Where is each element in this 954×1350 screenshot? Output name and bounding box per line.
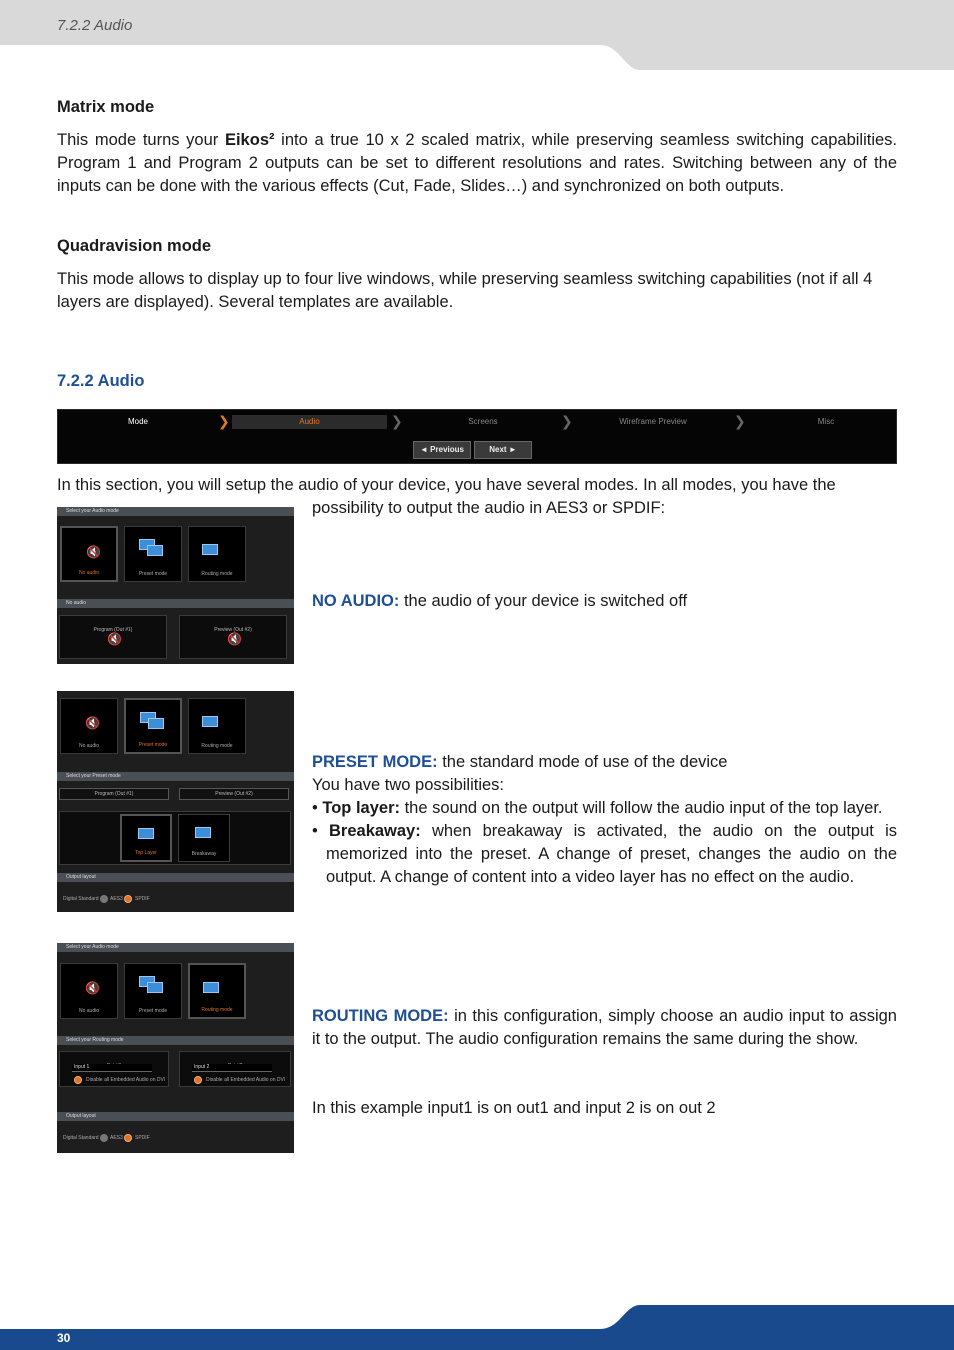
tab-program-out1[interactable]: Program (Out #1) bbox=[59, 788, 169, 800]
muted-speaker-icon: 🔇 bbox=[227, 632, 242, 646]
muted-speaker-icon: 🔇 bbox=[85, 981, 100, 995]
panel-preview-out2: Preview (Out #2) 🔇 bbox=[179, 615, 287, 659]
footer-band bbox=[0, 1305, 954, 1350]
intro-line-2: possibility to output the audio in AES3 or SPDIF: bbox=[312, 499, 666, 517]
radio-spdif[interactable] bbox=[124, 1134, 132, 1142]
header-band bbox=[0, 0, 954, 70]
mode-tile-preset[interactable]: Preset mode bbox=[124, 526, 182, 582]
strip-select-audio-mode: Select your Audio mode bbox=[57, 943, 294, 952]
product-name: Eikos² bbox=[224, 131, 275, 149]
mode-tile-no-audio[interactable]: 🔇 No audio bbox=[60, 963, 118, 1019]
strip-select-preset-mode: Select your Preset mode bbox=[57, 772, 294, 781]
tab-preview-out2[interactable]: Preview (Out #2) bbox=[179, 788, 289, 800]
routing-icon bbox=[203, 982, 219, 993]
nav-step-audio[interactable]: Audio bbox=[232, 415, 387, 429]
quadravision-paragraph: This mode allows to display up to four live windows, while preserving seamless switching capabilities (not if all 4 layers are displayed). Several templates are available. bbox=[57, 270, 873, 311]
mode-tile-routing[interactable]: Routing mode bbox=[188, 698, 246, 754]
no-audio-paragraph: NO AUDIO: the audio of your device is switched off bbox=[312, 592, 688, 610]
routing-icon bbox=[202, 544, 218, 555]
radio-spdif[interactable] bbox=[124, 895, 132, 903]
routing-example: In this example input1 is on out1 and input 2 is on out 2 bbox=[312, 1099, 716, 1117]
checkbox-disable-embedded-out2[interactable] bbox=[194, 1076, 202, 1084]
bullet-top-layer: • Top layer: the sound on the output will follow the audio input of the top layer. bbox=[312, 799, 883, 817]
screenshot-no-audio bbox=[57, 507, 294, 664]
next-button[interactable]: Next ► bbox=[474, 441, 532, 459]
panel-out2: Input 2 Disable all Embedded Audio on DVI bbox=[179, 1051, 291, 1087]
muted-speaker-icon: 🔇 bbox=[85, 716, 100, 730]
running-title: 7.2.2 Audio bbox=[57, 17, 133, 34]
strip-no-audio: No audio bbox=[57, 599, 294, 608]
quadravision-heading: Quadravision mode bbox=[57, 237, 212, 255]
wizard-nav-screenshot bbox=[57, 409, 897, 464]
dropdown-input-out1[interactable]: Input 1 bbox=[72, 1064, 152, 1072]
strip-select-audio-mode: Select your Audio mode bbox=[57, 507, 294, 516]
mode-tile-no-audio[interactable]: 🔇 No audio bbox=[60, 526, 118, 582]
strip-select-routing-mode: Select your Routing mode bbox=[57, 1036, 294, 1045]
chevron-right-icon: ❯ bbox=[734, 413, 746, 429]
screenshot-preset-mode: 🔇 No audio Preset mode Routing mode Select your Preset mode Program (Out #1) Preview (Out #2) Top Layer Breakaway Output layout Digital Standard AES3 SPDIF bbox=[57, 691, 294, 912]
matrix-heading: Matrix mode bbox=[57, 98, 155, 116]
mode-tile-no-audio[interactable]: 🔇 No audio bbox=[60, 698, 118, 754]
radio-aes3[interactable] bbox=[100, 895, 108, 903]
nav-step-misc[interactable]: Misc bbox=[817, 417, 835, 426]
option-top-layer[interactable]: Top Layer bbox=[120, 814, 172, 862]
nav-step-screens[interactable]: Screens bbox=[468, 417, 498, 426]
checkbox-disable-embedded-out1[interactable] bbox=[74, 1076, 82, 1084]
routing-icon bbox=[202, 716, 218, 727]
strip-output-layout: Output layout bbox=[57, 1112, 294, 1121]
screenshot-routing-mode: Select your Audio mode 🔇 No audio Preset mode Routing mode Select your Routing mode Input 1 Disable all Embedded Audio on DVI Input 2 Disable all Embedded Audio on DVI Output layout Digital Standard AES3 SPDIF bbox=[57, 943, 294, 1153]
chevron-right-icon: ❯ bbox=[218, 413, 230, 429]
chevron-right-icon: ❯ bbox=[391, 413, 403, 429]
routing-paragraph: ROUTING MODE: in this configuration, simply choose an audio input to assign it to the output. The audio configuration remains the same during the show. bbox=[312, 1007, 897, 1048]
bullet-breakaway: • Breakaway: when breakaway is activated, the audio on the output is memorized into the preset. A change of preset, changes the audio on the output. A change of content into a video layer has no effect on the audio. bbox=[312, 822, 897, 886]
strip-output-layout: Output layout bbox=[57, 873, 294, 882]
mode-tile-routing[interactable]: Routing mode bbox=[188, 526, 246, 582]
chevron-right-icon: ❯ bbox=[561, 413, 573, 429]
panel-program-out1: Program (Out #1) 🔇 bbox=[59, 615, 167, 659]
dropdown-input-out2[interactable]: Input 2 bbox=[192, 1064, 272, 1072]
panel-preset-options bbox=[59, 811, 291, 865]
muted-speaker-icon: 🔇 bbox=[86, 545, 101, 559]
matrix-paragraph: This mode turns your Eikos² into a true 10 x 2 scaled matrix, while preserving seamless switching capabilities. Program 1 and Program 2 outputs can be set to different resolutions and rates. Switching between any of the inputs can be done with the various effects (Cut, Fade, Slides…) and synchronized on both outputs. bbox=[57, 131, 897, 195]
top-layer-icon bbox=[138, 828, 154, 839]
section-title: 7.2.2 Audio bbox=[57, 372, 145, 390]
muted-speaker-icon: 🔇 bbox=[107, 632, 122, 646]
nav-step-mode[interactable]: Mode bbox=[127, 417, 148, 426]
previous-button[interactable]: ◄ Previous bbox=[413, 441, 471, 459]
mode-tile-preset[interactable]: Preset mode bbox=[124, 698, 182, 754]
panel-out1: Input 1 Disable all Embedded Audio on DVI bbox=[59, 1051, 169, 1087]
preset-paragraph: PRESET MODE: the standard mode of use of the device You have two possibilities: • Top layer: the sound on the output will follow the audio input of the top layer. • Breakaway: when breakaway is activated, the audio on the output is memorized into the preset. A change of preset, changes the audio on the output. A change of content into a video layer has no effect on the audio. bbox=[312, 751, 897, 889]
breakaway-icon bbox=[195, 827, 211, 838]
page-number: 30 bbox=[57, 1331, 71, 1345]
mode-tile-routing[interactable]: Routing mode bbox=[188, 963, 246, 1019]
mode-tile-preset[interactable]: Preset mode bbox=[124, 963, 182, 1019]
option-breakaway[interactable]: Breakaway bbox=[178, 814, 230, 862]
radio-aes3[interactable] bbox=[100, 1134, 108, 1142]
nav-step-wireframe[interactable]: Wireframe Preview bbox=[619, 417, 687, 426]
intro-line-1: In this section, you will setup the audio of your device, you have several modes. In all modes, you have the bbox=[57, 476, 836, 494]
